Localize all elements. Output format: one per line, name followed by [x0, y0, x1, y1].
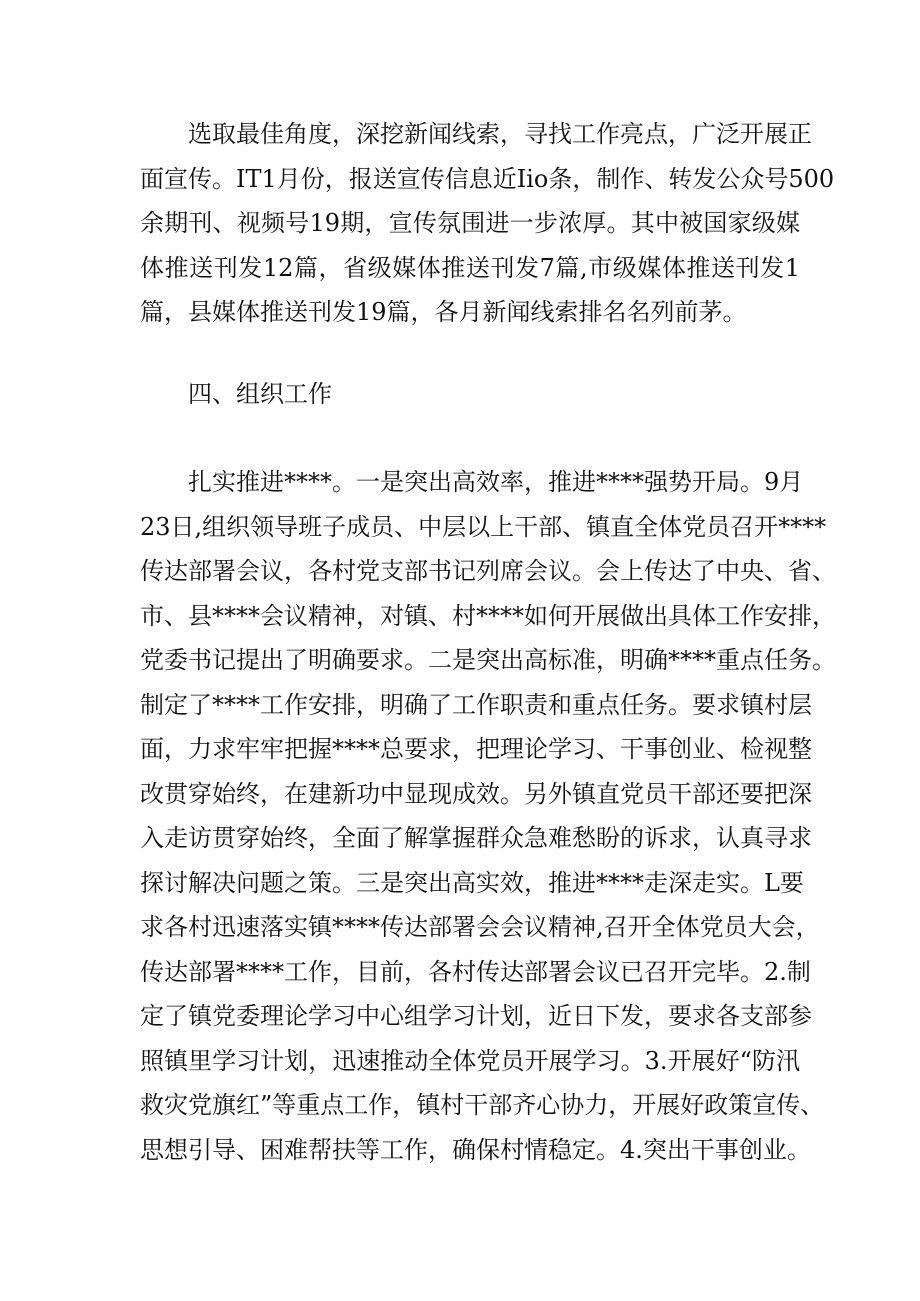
text-line: 党委书记提出了明确要求。二是突出高标准，明确****重点任务。	[140, 646, 836, 674]
text-line: 探讨解决问题之策。三是突出高实效，推进****走深走实。L要	[140, 868, 804, 897]
text-line: 市、县****会议精神，对镇、村****如何开展做出具体工作安排，	[140, 601, 836, 630]
text-line: 余期刊、视频号19期，宣传氛围进一步浓厚。其中被国家级媒	[140, 209, 800, 237]
paragraph-organization	[140, 460, 836, 1172]
text-line: 扎实推进****。一是突出高效率，推进****强势开局。9月	[140, 468, 804, 496]
text-line: 面宣传。IT1月份，报送宣传信息近Iio条，制作、转发公众号500	[140, 164, 835, 193]
section-heading	[140, 372, 800, 417]
text-line: 照镇里学习计划，迅速推动全体党员开展学习。3.开展好“防汛	[140, 1046, 800, 1075]
text-line: 制定了****工作安排，明确了工作职责和重点任务。要求镇村层	[140, 690, 812, 719]
text-line: 体推送刊发12篇，省级媒体推送刊发7篇,市级媒体推送刊发1	[140, 253, 800, 282]
text-line: 篇，县媒体推送刊发19篇，各月新闻线索排名名列前茅。	[140, 298, 747, 326]
text-line: 定了镇党委理论学习中心组学习计划，近日下发，要求各支部参	[140, 1002, 812, 1030]
text-line: 23日,组织领导班子成员、中层以上干部、镇直全体党员召开****	[140, 512, 827, 541]
text-line: 传达部署会议，各村党支部书记列席会议。会上传达了中央、省、	[140, 557, 836, 585]
section-heading-text: 四、组织工作	[140, 380, 332, 408]
text-line: 选取最佳角度，深挖新闻线索，寻找工作亮点，广泛开展正	[140, 120, 812, 148]
text-line: 改贯穿始终，在建新功中显现成效。另外镇直党员干部还要把深	[140, 779, 812, 808]
text-line: 面，力求牢牢把握****总要求，把理论学习、干事创业、检视整	[140, 735, 812, 763]
paragraph-publicity	[140, 112, 835, 335]
text-line: 入走访贯穿始终，全面了解掌握群众急难愁盼的诉求，认真寻求	[140, 824, 812, 852]
text-line: 传达部署****工作，目前，各村传达部署会议已召开完毕。2.制	[140, 957, 811, 986]
text-line: 求各村迅速落实镇****传达部署会会议精神,召开全体党员大会，	[140, 913, 820, 941]
text-line: 思想引导、困难帮扶等工作，确保村情稳定。4.突出干事创业。	[140, 1135, 811, 1164]
text-line: 救灾党旗红”等重点工作，镇村干部齐心协力，开展好政策宣传、	[140, 1091, 825, 1119]
